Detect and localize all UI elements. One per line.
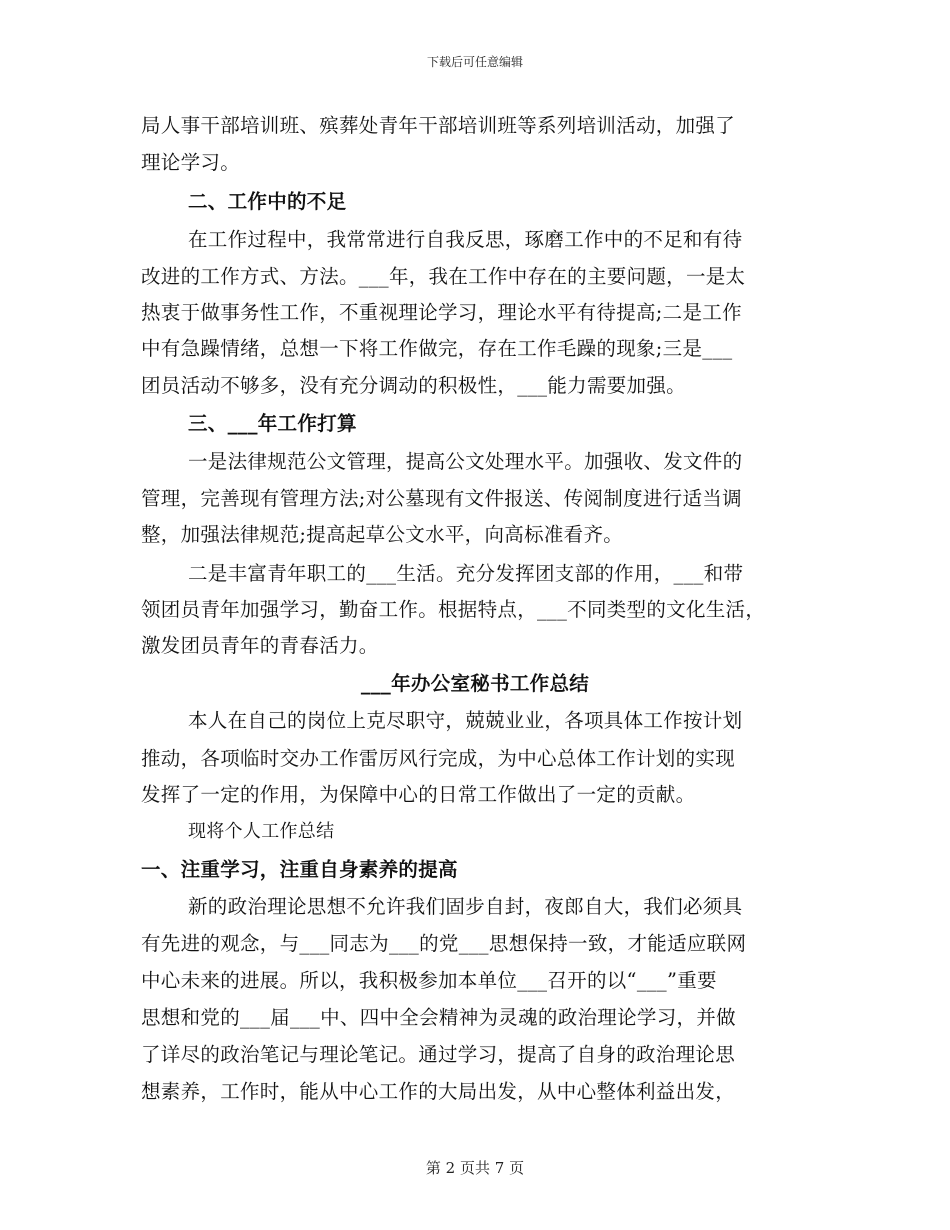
body-line: 团员活动不够多，没有充分调动的积极性，___能力需要加强。 bbox=[141, 374, 686, 397]
body-line: 了详尽的政治笔记与理论笔记。通过学习，提高了自身的政治理论思 bbox=[141, 1043, 736, 1066]
body-line: 激发团员青年的青春活力。 bbox=[141, 634, 379, 657]
body-line: 中心未来的进展。所以，我积极参加本单位___召开的以“___”重要 bbox=[141, 969, 717, 992]
body-line: 推动，各项临时交办工作雷厉风行完成，为中心总体工作计划的实现 bbox=[141, 747, 736, 770]
body-line: 想素养，工作时，能从中心工作的大局出发，从中心整体利益出发， bbox=[141, 1080, 736, 1103]
body-line: 改进的工作方式、方法。___年，我在工作中存在的主要问题，一是太 bbox=[141, 265, 746, 288]
document-title: ___年办公室秘书工作总结 bbox=[360, 672, 590, 695]
page-header: 下载后可任意编辑 bbox=[426, 55, 523, 69]
section-heading: 一、注重学习，注重自身素养的提高 bbox=[141, 858, 458, 881]
body-line: 本人在自己的岗位上克尽职守，兢兢业业，各项具体工作按计划 bbox=[188, 709, 743, 732]
body-line: 中有急躁情绪，总想一下将工作做完，存在工作毛躁的现象;三是___ bbox=[141, 337, 733, 360]
body-line: 在工作过程中，我常常进行自我反思，琢磨工作中的不足和有待 bbox=[188, 228, 743, 251]
page-footer: 第 2 页共 7 页 bbox=[425, 1159, 525, 1177]
body-line: 一是法律规范公文管理，提高公文处理水平。加强收、发文件的 bbox=[188, 450, 743, 473]
body-line: 发挥了一定的作用，为保障中心的日常工作做出了一定的贡献。 bbox=[141, 783, 696, 806]
body-line: 理论学习。 bbox=[141, 151, 241, 174]
body-line: 思想和党的___届___中、四中全会精神为灵魂的政治理论学习，并做 bbox=[141, 1006, 736, 1029]
body-line: 新的政治理论思想不允许我们固步自封，夜郎自大，我们必须具 bbox=[188, 895, 743, 918]
body-line: 管理，完善现有管理方法;对公墓现有文件报送、传阅制度进行适当调 bbox=[141, 487, 742, 510]
body-line: 局人事干部培训班、殡葬处青年干部培训班等系列培训活动，加强了 bbox=[141, 114, 736, 137]
body-line: 有先进的观念，与___同志为___的党___思想保持一致，才能适应联网 bbox=[141, 932, 747, 955]
section-heading: 三、___年工作打算 bbox=[188, 412, 357, 435]
body-line: 领团员青年加强学习，勤奋工作。根据特点，___不同类型的文化生活， bbox=[141, 598, 766, 621]
body-line: 二是丰富青年职工的___生活。充分发挥团支部的作用，___和带 bbox=[188, 562, 744, 585]
section-heading: 二、工作中的不足 bbox=[188, 190, 347, 213]
body-line: 热衷于做事务性工作，不重视理论学习，理论水平有待提高;二是工作 bbox=[141, 301, 742, 324]
body-line: 现将个人工作总结 bbox=[188, 821, 335, 842]
body-line: 整，加强法律规范;提高起草公文水平，向高标准看齐。 bbox=[141, 523, 624, 546]
